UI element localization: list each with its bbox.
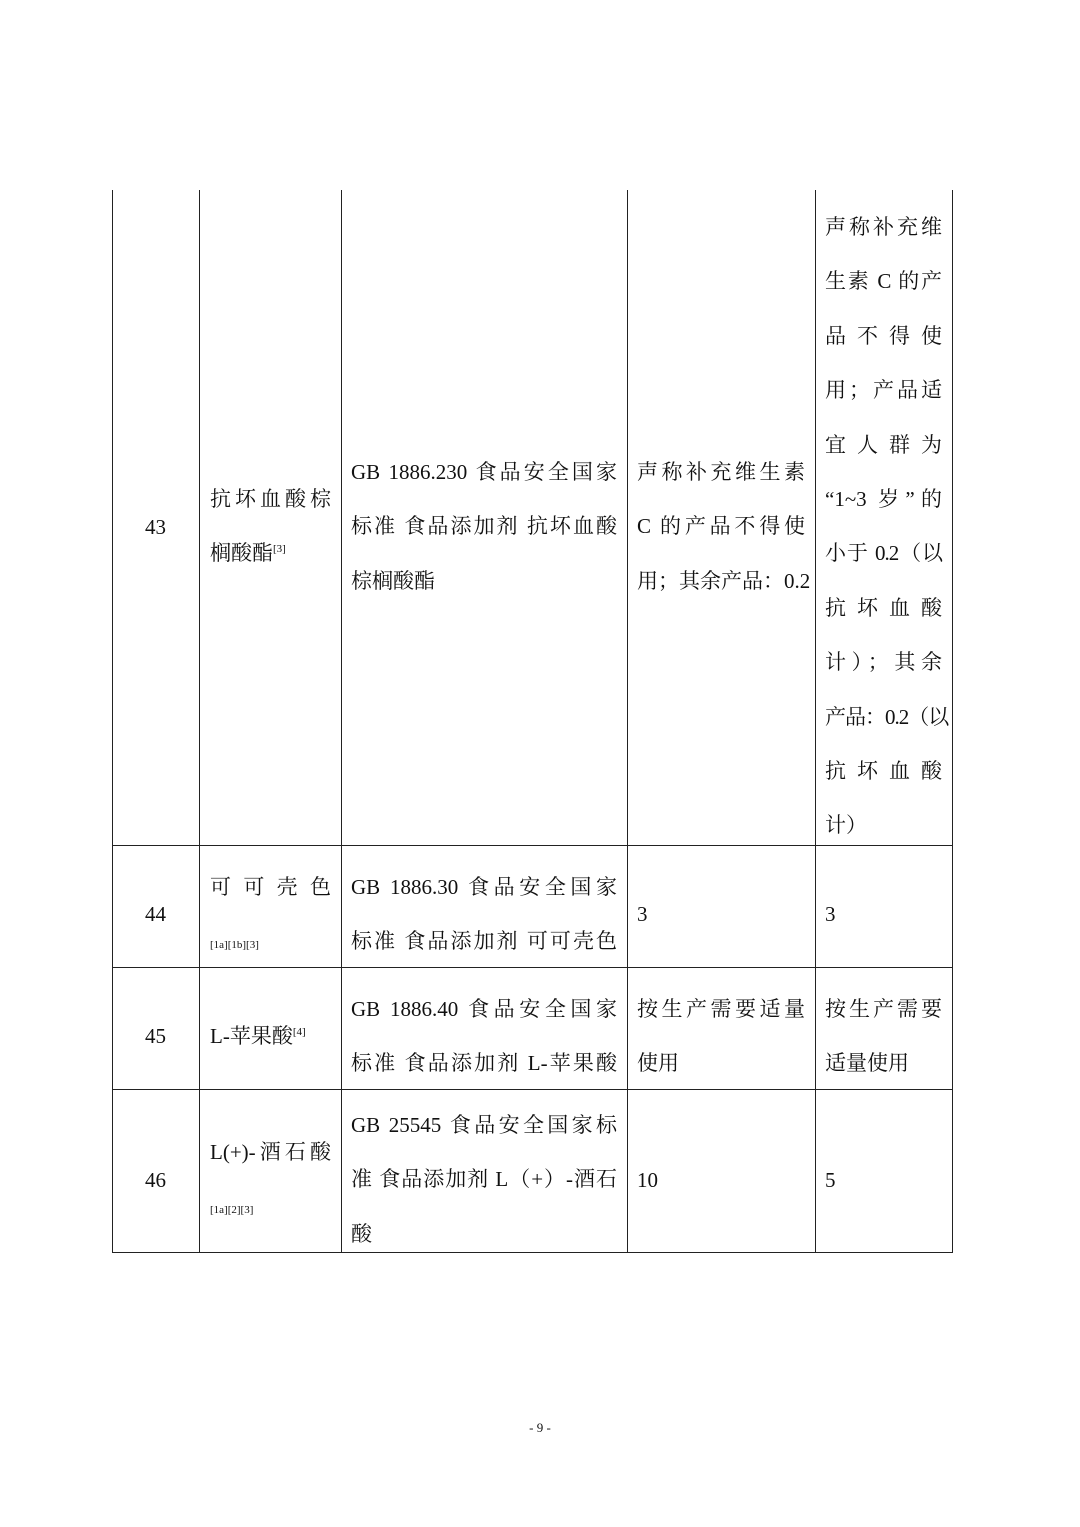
reference-line (210, 914, 331, 968)
limit-general-line: 3 (637, 902, 648, 926)
row-number: 46 (145, 1168, 166, 1192)
standard-line: 棕榈酸酯 (351, 568, 435, 593)
standard-line: 酸 (351, 1221, 372, 1246)
table-column-divider (341, 190, 342, 1253)
standard-cell (351, 445, 617, 608)
limit-infant-cell (825, 200, 949, 853)
table-column-divider (627, 190, 628, 1253)
additive-name-line: 可可壳色 (210, 875, 331, 899)
limit-infant-line: 品不得使 (825, 323, 942, 348)
reference-superscript: [4] (292, 1026, 306, 1038)
row-number: 43 (145, 515, 166, 539)
standard-line: 标准 食品添加剂 L-苹果酸 (351, 1051, 617, 1076)
limit-general-cell (637, 887, 805, 941)
row-number-cell (112, 500, 199, 554)
limit-infant-cell (825, 887, 942, 941)
limit-infant-line: 用；产品适 (825, 378, 942, 403)
limit-infant-line: 5 (825, 1168, 836, 1192)
standard-cell (351, 1098, 617, 1261)
additive-name-line: L(+)-酒石酸 (210, 1140, 331, 1164)
limit-infant-cell (825, 1153, 942, 1207)
limit-general-cell (637, 982, 805, 1091)
table-column-divider (815, 190, 816, 1253)
row-number-cell (112, 1153, 199, 1207)
additive-name-line (210, 1009, 331, 1063)
limit-infant-line: “1~3 岁”的 (825, 486, 942, 511)
table-border-right (952, 190, 953, 1253)
additive-name-cell (210, 860, 331, 969)
limit-infant-line: 适量使用 (825, 1051, 909, 1076)
limit-general-line: 声称补充维生素 (637, 460, 805, 484)
standard-line: GB 1886.30 食品安全国家 (351, 875, 617, 899)
standard-line: GB 25545 食品安全国家标 (351, 1113, 617, 1137)
limit-infant-line: 产品：0.2（以 (825, 704, 949, 729)
standard-line: 准 食品添加剂 L（+）-酒石 (351, 1167, 617, 1192)
additive-name-cell (210, 1125, 331, 1234)
limit-infant-line: 声称补充维 (825, 215, 942, 239)
limit-general-line: 按生产需要适量 (637, 997, 805, 1021)
standard-line: GB 1886.230 食品安全国家 (351, 460, 617, 484)
limit-infant-line: 宜人群为 (825, 432, 942, 457)
row-number-cell (112, 887, 199, 941)
limit-infant-line: 小于 0.2（以 (825, 541, 942, 566)
reference-line (210, 1179, 331, 1233)
reference-superscript: [3] (273, 543, 286, 556)
additive-name-line (210, 526, 331, 580)
limit-general-cell (637, 1153, 805, 1207)
standard-cell (351, 860, 617, 969)
limit-infant-line: 计） (825, 813, 867, 838)
standard-line: 标准 食品添加剂 可可壳色 (351, 929, 617, 954)
table-border-left (112, 190, 113, 1253)
row-number: 45 (145, 1024, 166, 1048)
limit-infant-line: 按生产需要 (825, 997, 942, 1021)
additive-name-cell (210, 472, 331, 581)
row-number: 44 (145, 902, 166, 926)
limit-infant-line: 3 (825, 902, 836, 926)
reference-superscript: [1a][2][3] (210, 1204, 254, 1217)
standard-line: 标准 食品添加剂 抗坏血酸 (351, 514, 617, 539)
limit-infant-cell (825, 982, 942, 1091)
limit-general-cell (637, 445, 811, 608)
row-number-cell (112, 1009, 199, 1063)
limit-infant-line: 抗坏血酸 (825, 758, 942, 783)
standard-cell (351, 982, 617, 1091)
limit-general-line: 用；其余产品：0.2 (637, 568, 811, 593)
limit-general-line: 10 (637, 1168, 658, 1192)
limit-infant-line: 抗坏血酸 (825, 595, 942, 620)
limit-infant-line: 计）；其余 (825, 650, 942, 675)
additive-name-text: L-苹果酸 (210, 1024, 293, 1048)
additive-name-cell (210, 1009, 331, 1063)
reference-superscript: [1a][1b][3] (210, 939, 259, 952)
additive-name-text: 榈酸酯 (210, 541, 273, 566)
limit-infant-line: 生素 C 的产 (825, 269, 942, 294)
table-column-divider (199, 190, 200, 1253)
limit-general-line: 使用 (637, 1051, 679, 1076)
additive-name-line: 抗坏血酸棕 (210, 487, 331, 511)
page-number: - 9 - (529, 1420, 551, 1435)
limit-general-line: C 的产品不得使 (637, 514, 805, 539)
standard-line: GB 1886.40 食品安全国家 (351, 997, 617, 1021)
